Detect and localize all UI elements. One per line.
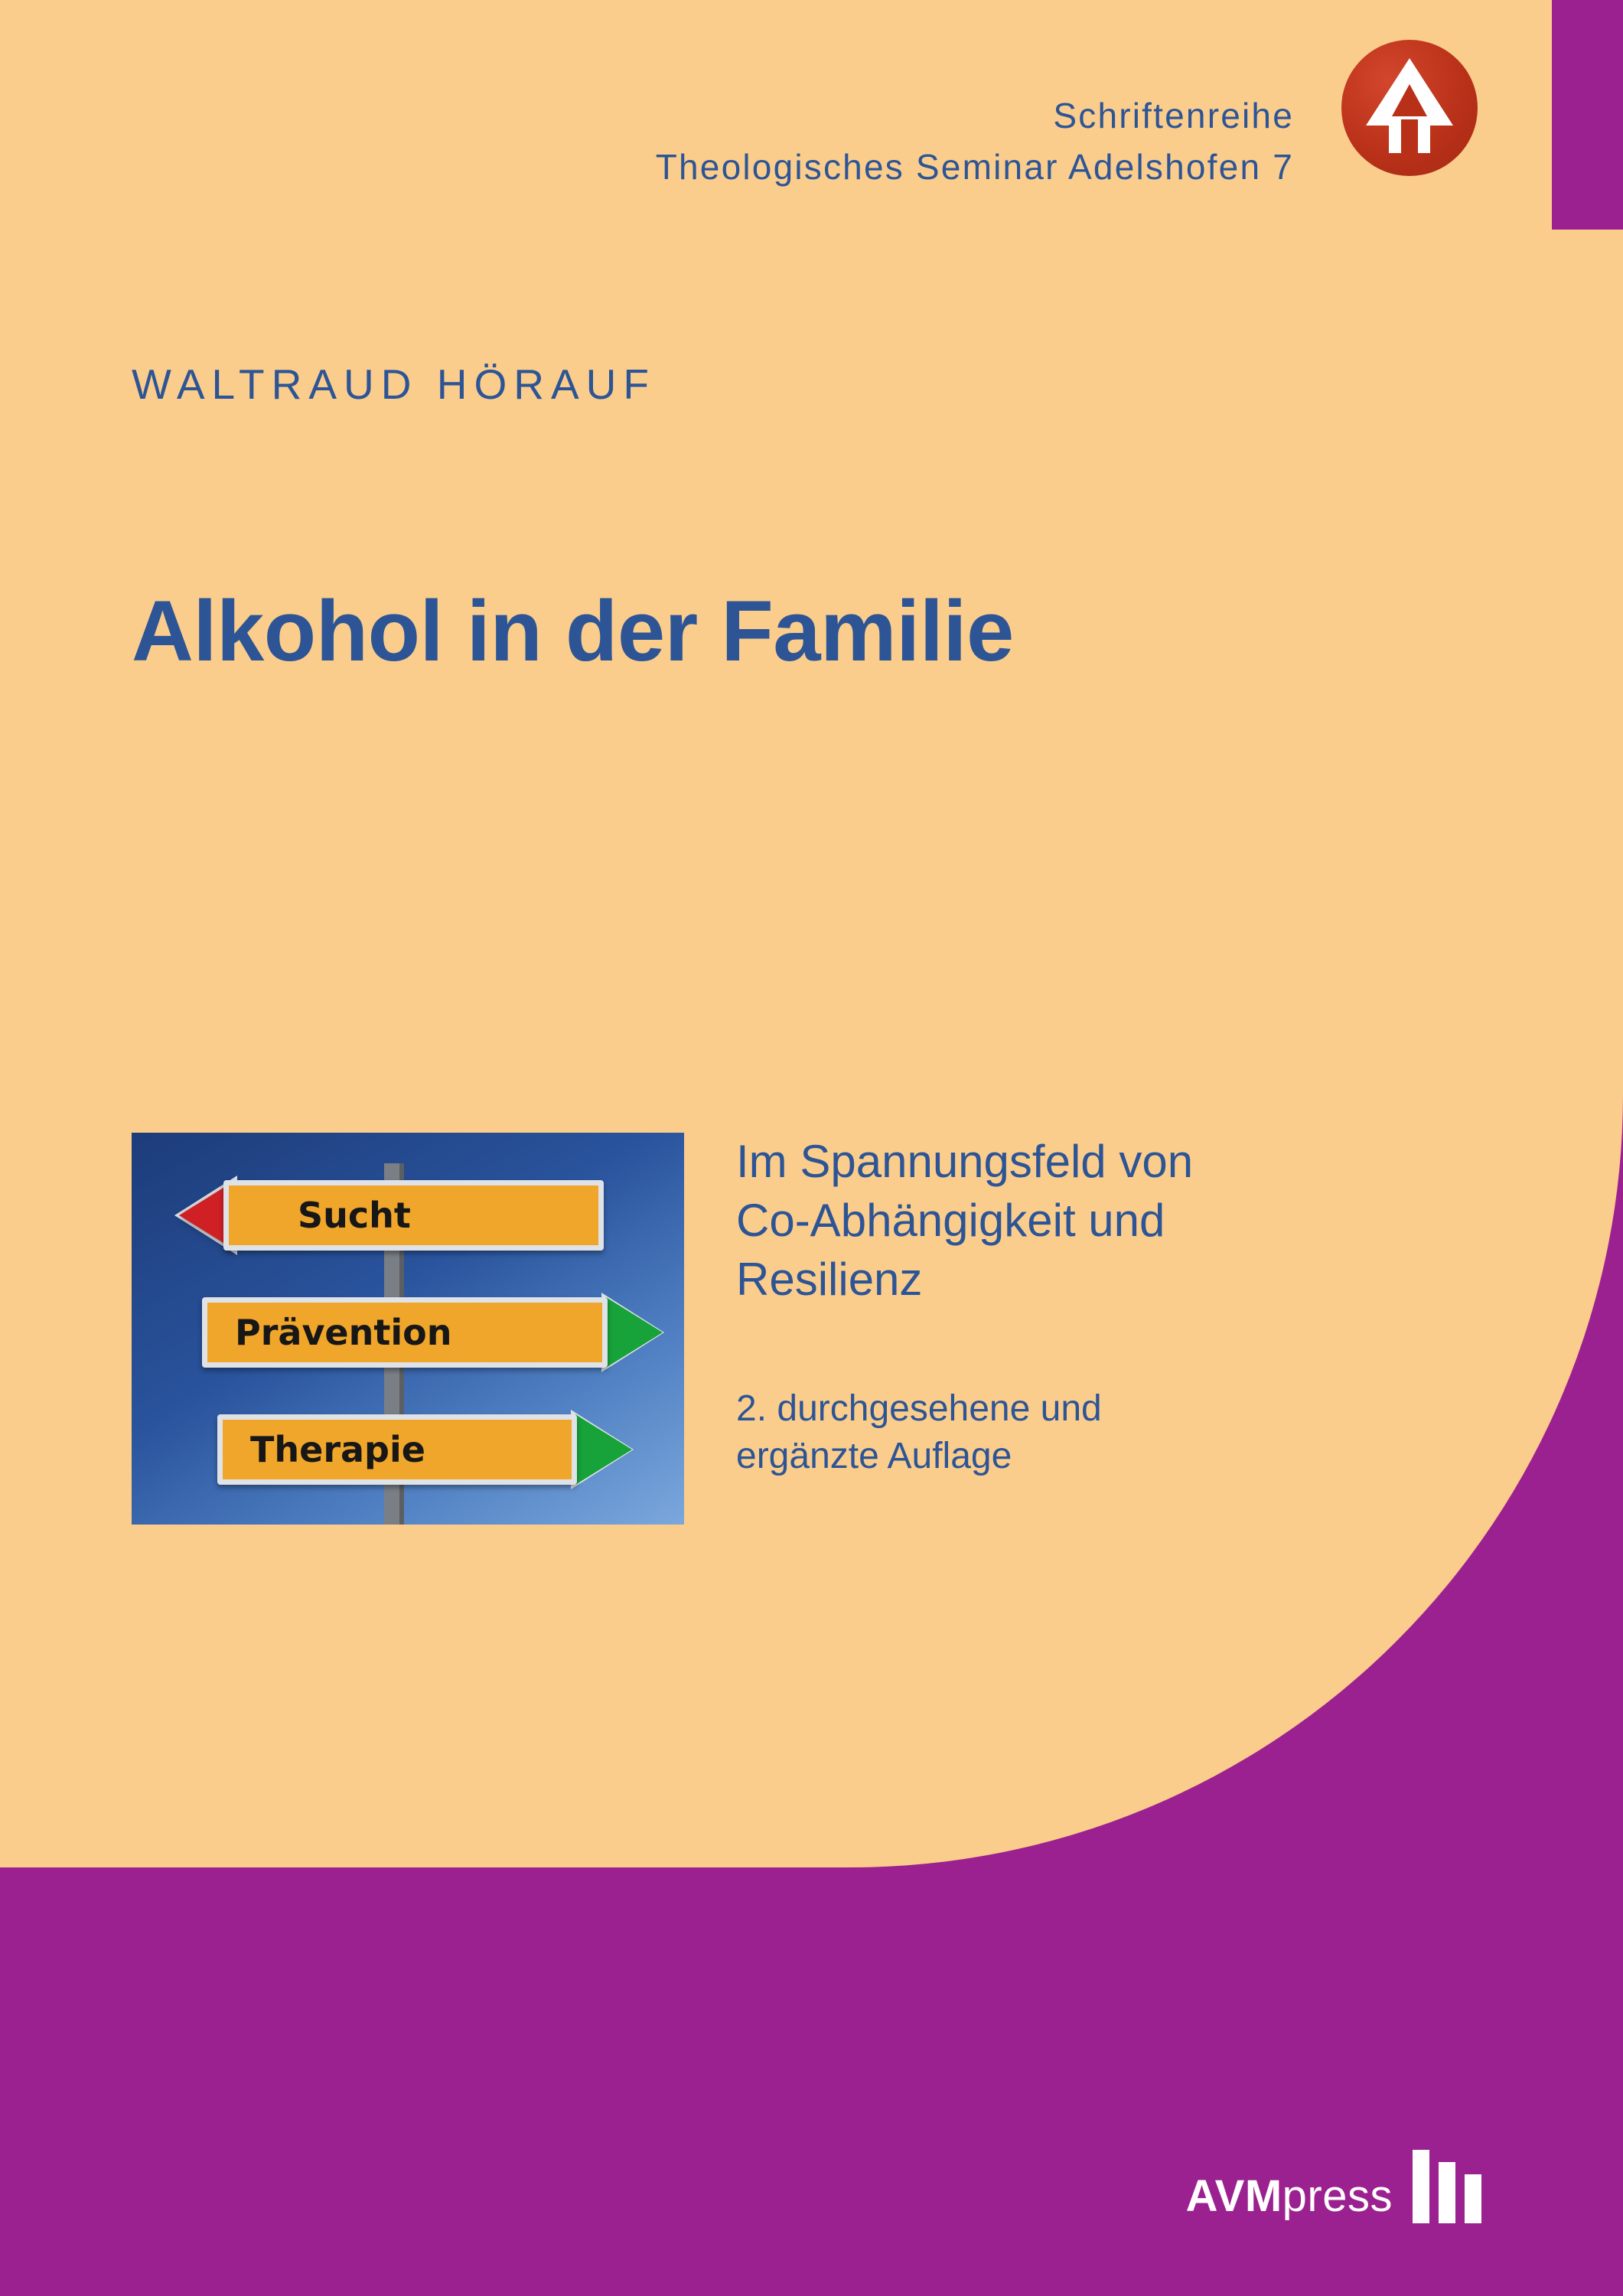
publisher-bar-3 — [1465, 2174, 1481, 2223]
publisher-logo — [1186, 2150, 1481, 2223]
cover-photograph — [132, 1133, 684, 1525]
publisher-bar-2 — [1439, 2162, 1455, 2223]
edition-note — [736, 1385, 1394, 1481]
subtitle-line1: Im Spannungsfeld von — [736, 1136, 1194, 1187]
author-name: WALTRAUD HÖRAUF — [132, 360, 656, 408]
book-title: Alkohol in der Familie — [132, 583, 1014, 679]
top-right-accent-block — [1552, 0, 1623, 230]
subtitle-line3: Resilienz — [736, 1253, 923, 1305]
series-title-line2: Theologisches Seminar Adelshofen 7 — [655, 146, 1294, 187]
seminary-emblem-icon — [1341, 40, 1478, 176]
therapie-sign-body — [217, 1414, 577, 1485]
publisher-name — [1185, 2171, 1393, 2223]
signpost-sucht — [179, 1180, 604, 1251]
publisher-bars-icon — [1413, 2150, 1481, 2223]
signpost-therapie — [217, 1414, 661, 1485]
publisher-bar-1 — [1413, 2150, 1429, 2223]
therapie-arrow-right-icon — [575, 1414, 632, 1485]
praevention-sign-body — [202, 1297, 608, 1368]
book-subtitle — [736, 1133, 1394, 1309]
series-title-line1: Schriftenreihe — [1053, 96, 1294, 135]
edition-line2: ergänzte Auflage — [736, 1436, 1012, 1477]
praevention-sign-label: Prävention — [235, 1312, 452, 1353]
series-title — [656, 90, 1294, 192]
edition-line1: 2. durchgesehene und — [736, 1388, 1102, 1429]
publisher-name-light: press — [1282, 2171, 1393, 2221]
publisher-name-bold: AVM — [1185, 2171, 1282, 2221]
bottom-magenta-band — [0, 1867, 1623, 2296]
sucht-sign-body — [223, 1180, 604, 1251]
subtitle-line2: Co-Abhängigkeit und — [736, 1194, 1165, 1246]
praevention-arrow-right-icon — [606, 1297, 663, 1368]
sucht-sign-label: Sucht — [298, 1195, 411, 1236]
signpost-praevention — [202, 1297, 661, 1368]
therapie-sign-label: Therapie — [250, 1429, 425, 1470]
